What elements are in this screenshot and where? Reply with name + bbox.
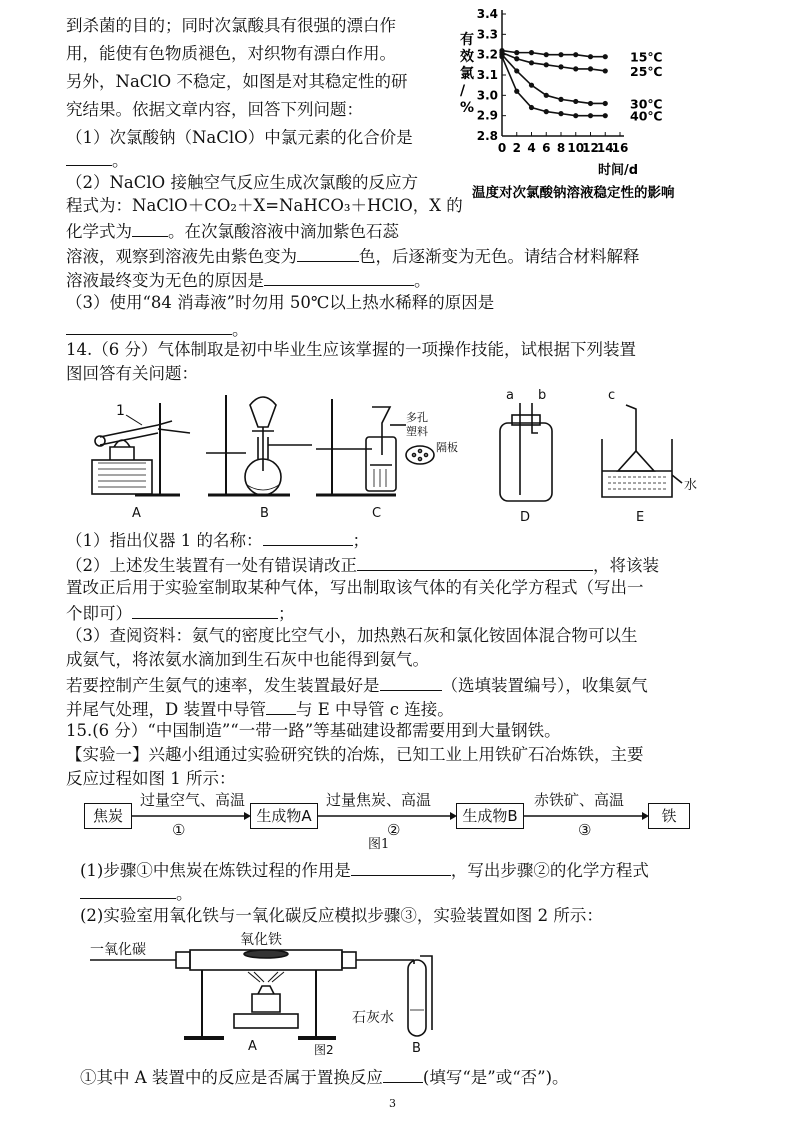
answer-blank[interactable] — [80, 880, 176, 899]
chart-x-tick-label: 4 — [527, 141, 536, 155]
label-c-tube: c — [608, 388, 616, 403]
chart-data-point — [529, 60, 534, 65]
q13-part3-end: 。 — [232, 320, 249, 339]
q14-part1-end: ； — [352, 531, 369, 550]
chart-data-point — [573, 52, 578, 57]
q14-part3-line-2: 成氨气，将浓氨水滴加到生石灰中也能得到氨气。 — [66, 650, 429, 669]
chart-data-point — [603, 68, 608, 73]
chart-legend-label: 30℃ — [630, 96, 663, 112]
flow-box-product-a: 生成物A — [250, 803, 318, 829]
label-a-tube: a — [506, 388, 514, 403]
q14-part3-line-4a: 并尾气处理，D 装置中导管 — [66, 700, 266, 719]
label-water: 水 — [684, 478, 698, 493]
q14-part3-line-4b: 与 E 中导管 c 连接。 — [295, 700, 454, 719]
chart-y-tick-label: 2.8 — [476, 129, 498, 143]
q15-s1-end: 。 — [176, 884, 193, 903]
chart-data-point — [544, 93, 549, 98]
flow-arrow-3-label: 赤铁矿、高温 — [534, 791, 625, 809]
chart-data-point — [514, 56, 519, 61]
q14-part2-line-3b: ； — [278, 604, 295, 623]
flow-step-2: ② — [387, 821, 401, 839]
chart-data-point — [529, 105, 534, 110]
flow-step-1: ① — [172, 821, 186, 839]
q13-part1-answer-line — [66, 147, 129, 173]
chart-data-point — [499, 54, 504, 59]
q14-part3-line-1: （3）查阅资料：氨气的密度比空气小，加热熟石灰和氯化铵固体混合物可以生 — [66, 626, 638, 645]
chart-data-point — [588, 54, 593, 59]
chart-x-tick-label: 0 — [497, 141, 507, 155]
label-d-device: D — [520, 510, 531, 525]
apparatus-b — [206, 395, 312, 521]
chart-data-point — [603, 101, 608, 106]
chart-legend-label: 15℃ — [630, 49, 663, 65]
q15-exp1-line-2: 反应过程如图 1 所示： — [66, 769, 236, 788]
label-1: 1 — [116, 403, 125, 419]
q13-part2-line-3 — [66, 218, 399, 244]
stability-chart — [448, 4, 698, 199]
label-plate-3: 隔板 — [436, 441, 458, 454]
q13-part2-line-4b: 色，后逐渐变为无色。请结合材料解释 — [359, 247, 640, 266]
q15-exp1-line-1: 【实验一】兴趣小组通过实验研究铁的冶炼，已知工业上用铁矿石冶炼铁，主要 — [66, 745, 644, 764]
answer-blank[interactable] — [383, 1064, 423, 1083]
flow-box-product-b: 生成物B — [456, 803, 524, 829]
q13-part2-line-3a: 化学式为 — [66, 222, 132, 241]
chart-y-tick-label: 3.4 — [476, 7, 498, 21]
chart-data-point — [573, 66, 578, 71]
q14-part2-line-2: 置改正后用于实验室制取某种气体，写出制取该气体的有关化学方程式（写出一 — [66, 578, 644, 597]
chart-data-point — [544, 52, 549, 57]
q14-title-line-1: 14.（6 分）气体制取是初中毕业生应该掌握的一项操作技能，试根据下列装置 — [66, 340, 636, 359]
answer-blank[interactable] — [266, 696, 296, 715]
apparatus-e — [602, 388, 697, 525]
q14-part2-line-3 — [66, 600, 295, 626]
chart-data-point — [544, 62, 549, 67]
chart-data-point — [558, 111, 563, 116]
q13-part2-line-5 — [66, 267, 431, 293]
chart-data-point — [558, 97, 563, 102]
intro-line-4: 究结果。依据文章内容，回答下列问题： — [66, 100, 363, 119]
apparatus-c — [316, 399, 458, 521]
flow-step-3: ③ — [578, 821, 592, 839]
q15-s3 — [80, 1064, 569, 1090]
q15-s3a: ①其中 A 装置中的反应是否属于置换反应 — [80, 1068, 383, 1087]
q14-part3-line-3b: （选填装置编号），收集氨气 — [441, 676, 648, 695]
chart-ylabel: 有效氯/ % — [460, 32, 475, 116]
q13-part2-line-3b: 。在次氯酸溶液中滴加紫色石蕊 — [168, 222, 399, 241]
flow-box-coke: 焦炭 — [84, 803, 132, 829]
chart-y-tick-label: 2.9 — [476, 108, 498, 123]
q15-s1-line-2 — [80, 880, 193, 906]
chart-y-tick-label: 3.0 — [476, 88, 498, 103]
label-c-device: C — [372, 506, 382, 521]
chart-y-tick-label: 3.2 — [476, 47, 498, 62]
q14-part3-line-3 — [66, 672, 648, 698]
q13-part2-line-4 — [66, 243, 640, 269]
label-plate-1: 多孔 — [406, 411, 428, 424]
figure-1-caption: 图1 — [368, 837, 390, 852]
answer-blank[interactable] — [264, 267, 414, 286]
answer-blank[interactable] — [351, 857, 451, 876]
chart-data-point — [603, 113, 608, 118]
chart-xlabel: 时间/d — [598, 163, 639, 178]
label-fig2-a: A — [248, 1039, 257, 1054]
q13-part2-line-4a: 溶液，观察到溶液先由紫色变为 — [66, 247, 297, 266]
label-fe2o3: 氧化铁 — [240, 932, 282, 948]
figure-2-apparatus — [84, 930, 484, 1060]
q14-part2-line-1b: ，将该装 — [593, 556, 659, 575]
q13-part2-line-5b: 。 — [414, 271, 431, 290]
answer-blank[interactable] — [66, 147, 112, 166]
chart-x-tick-label: 6 — [542, 141, 551, 155]
chart-x-tick-label: 14 — [596, 141, 614, 155]
chart-data-point — [588, 113, 593, 118]
chart-title: 温度对次氯酸钠溶液稳定性的影响 — [472, 185, 675, 201]
chart-data-point — [529, 50, 534, 55]
page-number: 3 — [389, 1097, 396, 1110]
chart-data-point — [558, 52, 563, 57]
answer-blank[interactable] — [297, 243, 359, 262]
label-e-device: E — [636, 510, 645, 525]
chart-y-tick-label: 3.1 — [476, 68, 498, 82]
q13-part2-line-1: （2）NaClO 接触空气反应生成次氯酸的反应方 — [66, 173, 418, 192]
q13-part2-line-5a: 溶液最终变为无色的原因是 — [66, 271, 264, 290]
answer-blank[interactable] — [132, 218, 168, 237]
q13-part1-end: 。 — [112, 151, 129, 170]
apparatus-figure — [80, 385, 720, 525]
q15-s1-line-1b: ，写出步骤②的化学方程式 — [450, 861, 649, 880]
answer-blank[interactable] — [357, 552, 593, 571]
answer-blank[interactable] — [132, 600, 278, 619]
chart-data-point — [573, 113, 578, 118]
chart-x-tick-label: 8 — [556, 141, 566, 155]
chart-x-tick-label: 2 — [512, 141, 521, 155]
intro-line-1: 到杀菌的目的；同时次氯酸具有很强的漂白作 — [66, 16, 396, 35]
q15-s1-line-1a: (1)步骤①中焦炭在炼铁过程的作用是 — [80, 861, 351, 880]
chart-data-point — [588, 66, 593, 71]
answer-blank[interactable] — [380, 672, 442, 691]
flow-arrow-1-label: 过量空气、高温 — [140, 791, 246, 809]
intro-line-3: 另外，NaClO 不稳定，如图是对其稳定性的研 — [66, 72, 408, 91]
chart-series-line — [502, 55, 605, 104]
q15-s2: (2)实验室用氧化铁与一氧化碳反应模拟步骤③，实验装置如图 2 所示： — [80, 906, 603, 925]
chart-data-point — [514, 50, 519, 55]
q14-part3-line-3a: 若要控制产生氨气的速率，发生装置最好是 — [66, 676, 380, 695]
q13-part1-question: （1）次氯酸钠（NaClO）中氯元素的化合价是 — [66, 128, 413, 147]
answer-blank[interactable] — [66, 316, 232, 335]
label-plate-2: 塑料 — [406, 425, 428, 438]
chart-data-point — [514, 68, 519, 73]
q15-s3b: (填写“是”或“否”)。 — [422, 1068, 569, 1087]
apparatus-d — [500, 388, 552, 525]
label-fig2-b: B — [412, 1041, 421, 1056]
label-b-device: B — [260, 506, 269, 521]
figure-2-caption: 图2 — [314, 1043, 334, 1057]
chart-x-tick-label: 16 — [611, 141, 629, 155]
chart-y-tick-label: 3.3 — [476, 27, 498, 42]
flow-box-iron: 铁 — [648, 803, 690, 829]
label-b-tube: b — [538, 388, 547, 403]
intro-line-2: 用，能使有色物质褪色，对织物有漂白作用。 — [66, 44, 396, 63]
chart-data-point — [588, 101, 593, 106]
q15-title: 15.(6 分）“中国制造”“一带一路”等基础建设都需要用到大量钢铁。 — [66, 721, 561, 740]
label-limewater: 石灰水 — [352, 1010, 394, 1026]
chart-legend-label: 40℃ — [630, 108, 663, 124]
q13-part3-line-1: （3）使用“84 消毒液”时勿用 50℃以上热水稀释的原因是 — [66, 293, 495, 312]
chart-data-point — [514, 89, 519, 94]
chart-x-tick-label: 12 — [582, 141, 599, 155]
chart-legend-label: 25℃ — [630, 63, 663, 79]
chart-data-point — [558, 64, 563, 69]
q14-title-line-2: 图回答有关问题： — [66, 364, 198, 383]
answer-blank[interactable] — [263, 527, 353, 546]
label-a-device: A — [132, 506, 141, 521]
chart-data-point — [603, 54, 608, 59]
chart-data-point — [529, 83, 534, 88]
q14-part2-line-1 — [66, 552, 659, 578]
q14-part1 — [66, 527, 369, 553]
q14-part1-text: （1）指出仪器 1 的名称： — [66, 531, 263, 550]
chart-data-point — [544, 109, 549, 114]
label-co: 一氧化碳 — [90, 942, 146, 958]
q14-part2-line-3a: 个即可） — [66, 604, 132, 623]
chart-data-point — [573, 99, 578, 104]
flow-arrow-2-label: 过量焦炭、高温 — [326, 791, 432, 809]
chart-x-tick-label: 10 — [567, 141, 585, 155]
q14-part2-line-1a: （2）上述发生装置有一处有错误请改正 — [66, 556, 357, 575]
apparatus-a — [92, 403, 190, 521]
q13-part2-line-2: 程式为：NaClO＋CO₂＋X=NaHCO₃＋HClO，X 的 — [66, 196, 463, 215]
